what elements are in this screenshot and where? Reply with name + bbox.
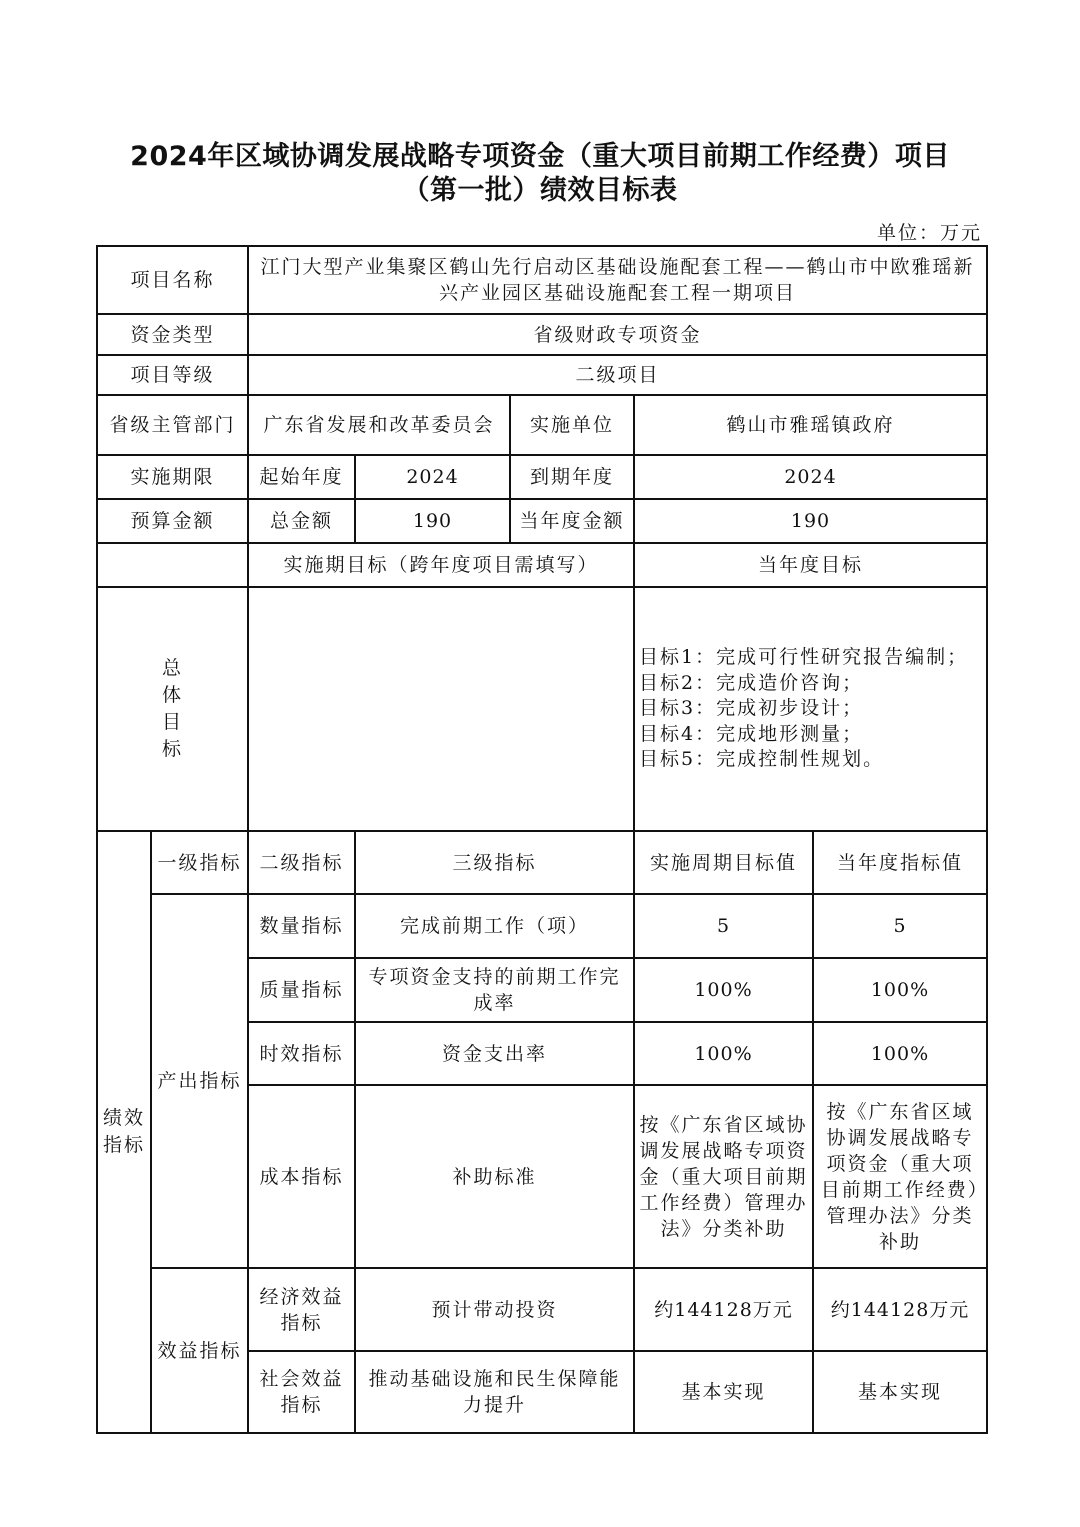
period-label: 实施期限 <box>97 455 248 499</box>
goal-item: 目标2：完成造价咨询； <box>639 671 864 694</box>
period-target-cell: 5 <box>634 894 813 958</box>
unit-label: 单位：万元 <box>876 222 982 244</box>
goal-item: 目标1：完成可行性研究报告编制； <box>639 646 969 669</box>
period-target-cell: 100% <box>634 1022 813 1085</box>
level1-header: 一级指标 <box>151 831 248 894</box>
year-target-cell: 100% <box>813 958 987 1022</box>
period-target-cell: 约144128万元 <box>634 1268 813 1351</box>
level2-cell: 经济效益指标 <box>248 1268 355 1351</box>
level3-cell: 完成前期工作（项） <box>355 894 634 958</box>
blank-cell <box>97 543 248 587</box>
total-amount-value: 190 <box>355 499 510 543</box>
start-year-value: 2024 <box>355 455 510 499</box>
fund-type-value: 省级财政专项资金 <box>248 314 987 355</box>
level3-cell: 预计带动投资 <box>355 1268 634 1351</box>
level3-cell: 资金支出率 <box>355 1022 634 1085</box>
level3-cell: 推动基础设施和民生保障能力提升 <box>355 1351 634 1433</box>
period-goal-text <box>248 587 634 831</box>
year-target-cell: 100% <box>813 1022 987 1085</box>
year-target-cell: 按《广东省区域协调发展战略专项资金（重大项目前期工作经费）管理办法》分类补助 <box>813 1085 987 1268</box>
row-project-level <box>97 355 987 395</box>
row-indicator-headers <box>97 831 987 894</box>
row-fund-type <box>97 314 987 355</box>
fund-type-label: 资金类型 <box>97 314 248 355</box>
project-level-label: 项目等级 <box>97 355 248 395</box>
performance-table <box>96 245 988 1434</box>
level3-cell: 补助标准 <box>355 1085 634 1268</box>
current-amount-label: 当年度金额 <box>510 499 634 543</box>
row-overall-goals <box>97 587 987 831</box>
page-subtitle: （第一批）绩效目标表 <box>402 175 678 206</box>
level2-cell: 质量指标 <box>248 958 355 1022</box>
project-name-label: 项目名称 <box>97 246 248 314</box>
goal-item: 目标4：完成地形测量； <box>639 722 864 745</box>
start-year-label: 起始年度 <box>248 455 355 499</box>
period-target-header: 实施周期目标值 <box>634 831 813 894</box>
row-period <box>97 455 987 499</box>
budget-label: 预算金额 <box>97 499 248 543</box>
performance-indicator-label: 绩效指标 <box>97 831 151 1433</box>
department-value: 广东省发展和改革委员会 <box>248 395 510 455</box>
row-department <box>97 395 987 455</box>
level2-cell: 时效指标 <box>248 1022 355 1085</box>
output-indicator-label: 产出指标 <box>151 894 248 1268</box>
row-project-name <box>97 246 987 314</box>
year-target-cell: 约144128万元 <box>813 1268 987 1351</box>
row-goal-headers <box>97 543 987 587</box>
goal-item: 目标3：完成初步设计； <box>639 697 864 720</box>
implementing-unit-label: 实施单位 <box>510 395 634 455</box>
year-target-header: 当年度指标值 <box>813 831 987 894</box>
goal-item: 目标5：完成控制性规划。 <box>639 748 885 771</box>
level2-cell: 社会效益指标 <box>248 1351 355 1433</box>
project-name-value: 江门大型产业集聚区鹤山先行启动区基础设施配套工程——鹤山市中欧雅瑶新兴产业园区基础设施配套工程一期项目 <box>248 246 987 314</box>
level2-cell: 成本指标 <box>248 1085 355 1268</box>
level2-cell: 数量指标 <box>248 894 355 958</box>
year-target-cell: 5 <box>813 894 987 958</box>
row-budget <box>97 499 987 543</box>
year-target-cell: 基本实现 <box>813 1351 987 1433</box>
implementing-unit-value: 鹤山市雅瑶镇政府 <box>634 395 987 455</box>
project-level-value: 二级项目 <box>248 355 987 395</box>
end-year-value: 2024 <box>634 455 987 499</box>
page-title: 2024年区域协调发展战略专项资金（重大项目前期工作经费）项目 <box>130 141 950 172</box>
period-target-cell: 按《广东省区域协调发展战略专项资金（重大项目前期工作经费）管理办法》分类补助 <box>634 1085 813 1268</box>
period-target-cell: 基本实现 <box>634 1351 813 1433</box>
end-year-label: 到期年度 <box>510 455 634 499</box>
department-label: 省级主管部门 <box>97 395 248 455</box>
level3-cell: 专项资金支持的前期工作完成率 <box>355 958 634 1022</box>
year-goal-header: 当年度目标 <box>634 543 987 587</box>
benefit-indicator-label: 效益指标 <box>151 1268 248 1433</box>
table-row <box>97 1268 987 1351</box>
period-target-cell: 100% <box>634 958 813 1022</box>
overall-goal-label: 总 体 目 标 <box>97 587 248 831</box>
level3-header: 三级指标 <box>355 831 634 894</box>
level2-header: 二级指标 <box>248 831 355 894</box>
table-row <box>97 894 987 958</box>
total-amount-label: 总金额 <box>248 499 355 543</box>
year-goal-list <box>634 587 987 831</box>
current-amount-value: 190 <box>634 499 987 543</box>
period-goal-header: 实施期目标（跨年度项目需填写） <box>248 543 634 587</box>
